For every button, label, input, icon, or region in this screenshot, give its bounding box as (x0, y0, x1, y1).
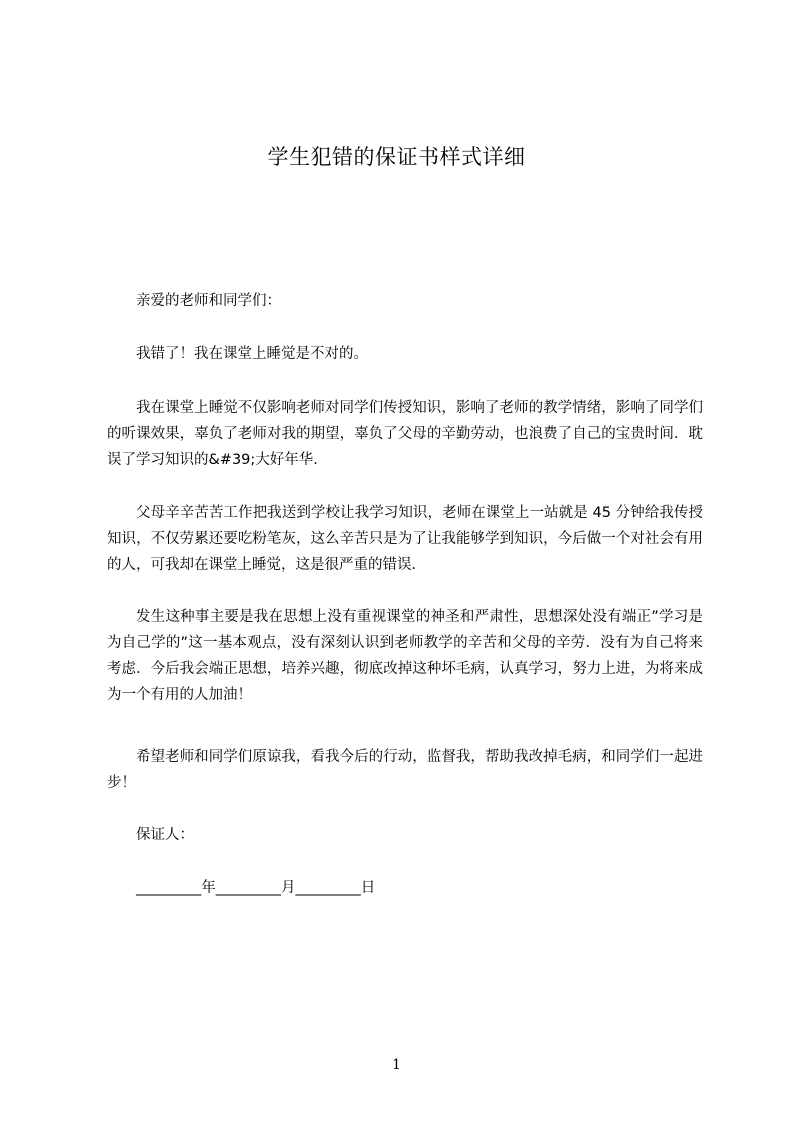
paragraph-5: 希望老师和同学们原谅我，看我今后的行动，监督我，帮助我改掉毛病，和同学们一起进步！ (107, 749, 703, 791)
paragraph-1: 我错了！我在课堂上睡觉是不对的。 (136, 346, 368, 362)
document-title: 学生犯错的保证书样式详细 (267, 145, 526, 169)
page-number: 1 (392, 1057, 401, 1073)
guarantor-label: 保证人： (136, 827, 194, 843)
salutation: 亲爱的老师和同学们： (136, 293, 281, 309)
paragraph-3: 父母辛辛苦苦工作把我送到学校让我学习知识，老师在课堂上一站就是 45 分钟给我传授知识，不仅劳累还要吃粉笔灰，这么辛苦只是为了让我能够学到知识，今后做一个对社会有用的人，可我却在课堂上睡觉，这是很严重的错误． (107, 505, 703, 573)
paragraph-2: 我在课堂上睡觉不仅影响老师对同学们传授知识，影响了老师的教学情绪，影响了同学们的听课效果，辜负了老师对我的期望，辜负了父母的辛勤劳动，也浪费了自己的宝贵时间．耽误了学习知识的&#39;大好年华． (107, 400, 703, 468)
paragraph-4: 发生这种事主要是我在思想上没有重视课堂的神圣和严肃性，思想深处没有端正”学习是为自己学的”这一基本观点，没有深刻认识到老师教学的辛苦和父母的辛劳．没有为自己将来考虑．今后我会端正思想，培养兴趣，彻底改掉这种坏毛病，认真学习，努力上进，为将来成为一个有用的人加油！ (107, 609, 703, 703)
date-line: _________年_________月_________日 (136, 880, 376, 896)
